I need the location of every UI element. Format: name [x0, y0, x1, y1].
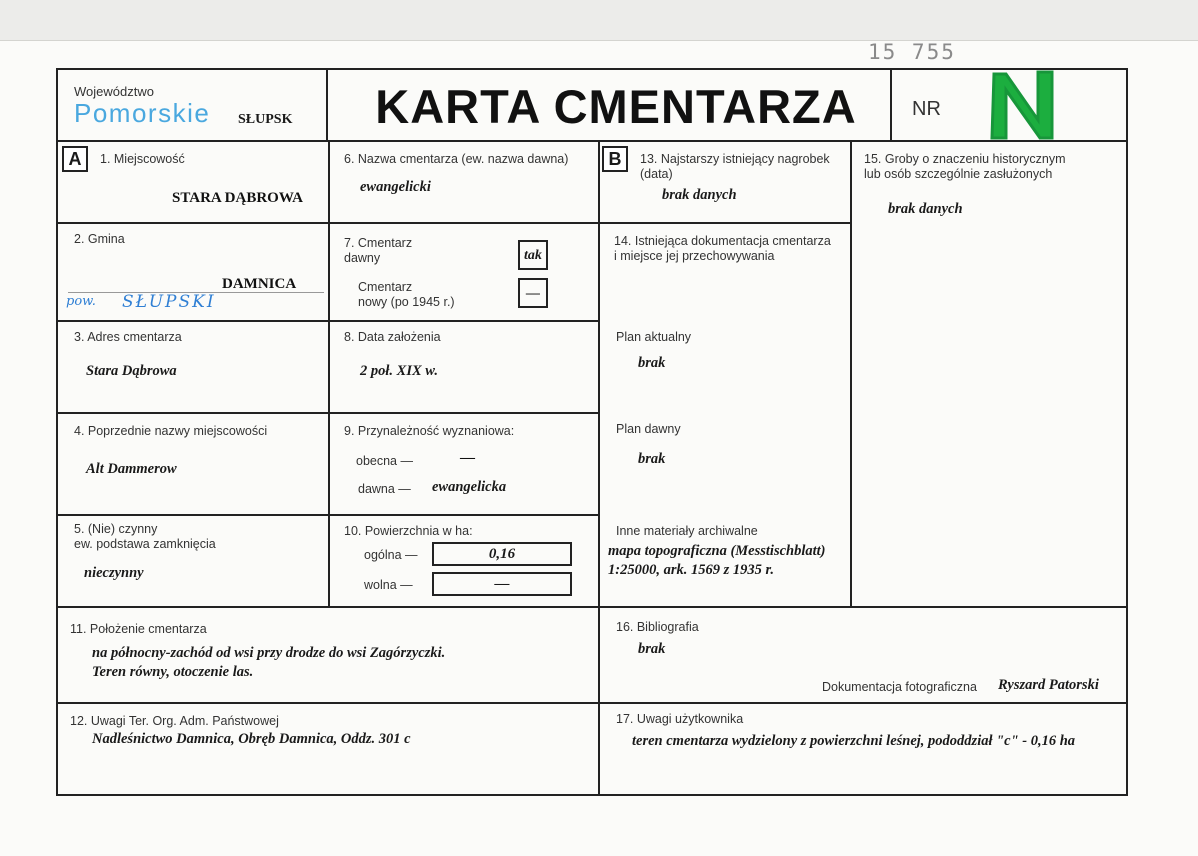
rule-row2 [58, 320, 598, 322]
field-2-label: 2. Gmina [74, 232, 125, 246]
rule-v-title-right [890, 70, 892, 140]
section-b-badge: B [602, 146, 628, 172]
field-9-former-label: dawna — [358, 482, 411, 496]
field-14-plan-old-value: brak [638, 451, 666, 467]
field-5-value: nieczynny [84, 565, 144, 581]
field-2-handwritten: SŁUPSKI [122, 292, 216, 312]
field-14-other-value: mapa topograficzna (Messtischblatt) 1:25000, ark. 1569 z 1935 r. [608, 543, 826, 578]
wojewodztwo-label: Województwo [74, 84, 154, 99]
field-7-new-box [518, 278, 548, 308]
field-9-current-value: — [460, 450, 475, 466]
field-10-free-label: wolna — [364, 578, 413, 592]
field-17-label: 17. Uwagi użytkownika [616, 712, 744, 726]
field-17-value: teren cmentarza wydzielony z powierzchni leśnej, pododdział "c" - 0,16 ha [632, 733, 1076, 749]
field-4-value: Alt Dammerow [86, 461, 177, 477]
field-14-plan-current-label: Plan aktualny [616, 330, 692, 344]
field-7-old-box [518, 240, 548, 270]
field-3-value: Stara Dąbrowa [86, 363, 177, 379]
rule-v-title-left [326, 70, 328, 140]
field-12-label: 12. Uwagi Ter. Org. Adm. Państwowej [70, 714, 279, 728]
rule-row1-b [598, 222, 850, 224]
field-14-label: 14. Istniejąca dokumentacja cmentarza i miejsce jej przechowywania [614, 234, 831, 263]
nr-label: NR [912, 98, 941, 120]
photo-doc-label: Dokumentacja fotograficzna [822, 680, 977, 694]
stamp-number: 15 755 [868, 40, 956, 64]
rule-header [58, 140, 1128, 142]
field-13-label: 13. Najstarszy istniejący nagrobek (data) [640, 152, 830, 181]
field-7-label-new: Cmentarz nowy (po 1945 r.) [358, 280, 455, 309]
field-11-value: na północny-zachód od wsi przy drodze do wsi Zagórzyczki. Teren równy, otoczenie las. [92, 645, 446, 680]
wojewodztwo-value: Pomorskie [74, 98, 211, 128]
field-9-label: 9. Przynależność wyznaniowa: [344, 424, 515, 438]
cemetery-card-form [56, 68, 1128, 796]
field-11-label: 11. Położenie cmentarza [70, 622, 207, 636]
field-12-value: Nadleśnictwo Damnica, Obręb Damnica, Oddz. 301 c [92, 731, 411, 747]
field-4-label: 4. Poprzednie nazwy miejscowości [74, 424, 268, 438]
photo-doc-value: Ryszard Patorski [998, 677, 1099, 693]
rule-row5 [58, 606, 1128, 608]
field-10-total-box [432, 542, 572, 566]
field-1-label: 1. Miejscowość [100, 152, 185, 166]
field-9-former-value: ewangelicka [432, 479, 507, 495]
rule-row4 [58, 514, 598, 516]
field-3-label: 3. Adres cmentarza [74, 330, 182, 344]
field-10-free-box [432, 572, 572, 596]
field-9-current-label: obecna — [356, 454, 413, 468]
field-10-total-label: ogólna — [364, 548, 418, 562]
field-15-label: 15. Groby o znaczeniu historycznym lub osób szczególnie zasłużonych [864, 152, 1066, 181]
field-6-value: ewangelicki [360, 179, 431, 195]
field-16-value: brak [638, 641, 666, 657]
rule-v-col2 [598, 140, 600, 796]
field-8-value: 2 poł. XIX w. [360, 363, 439, 379]
field-10-label: 10. Powierzchnia w ha: [344, 524, 473, 538]
field-15-value: brak danych [888, 201, 963, 217]
rule-row6 [58, 702, 1128, 704]
field-14-plan-old-label: Plan dawny [616, 422, 681, 436]
field-13-value: brak danych [662, 187, 737, 203]
field-8-label: 8. Data założenia [344, 330, 441, 344]
field-7-new-value: — [526, 286, 540, 301]
field-2-value: DAMNICA [222, 276, 297, 292]
field-14-plan-current-value: brak [638, 355, 666, 371]
section-a-badge: A [62, 146, 88, 172]
field-7-old-value: tak [524, 248, 542, 263]
scan-top-strip [0, 0, 1198, 41]
rule-row3 [58, 412, 598, 414]
rule-row1 [58, 222, 598, 224]
powiat-value: SŁUPSK [238, 112, 293, 127]
nr-marker-letter [984, 70, 1060, 140]
field-2-handwritten-prefix: pow. [66, 294, 96, 309]
field-5-label: 5. (Nie) czynny ew. podstawa zamknięcia [74, 522, 216, 551]
field-1-value: STARA DĄBROWA [172, 190, 303, 206]
field-10-total-value: 0,16 [488, 546, 516, 562]
field-10-free-value: — [494, 576, 510, 592]
rule-v-col1 [328, 140, 330, 608]
field-6-label: 6. Nazwa cmentarza (ew. nazwa dawna) [344, 152, 569, 166]
card-title: KARTA CMENTARZA [375, 80, 857, 133]
rule-v-col3 [850, 140, 852, 608]
field-16-label: 16. Bibliografia [616, 620, 699, 634]
field-14-other-label: Inne materiały archiwalne [616, 524, 758, 538]
field-7-label-old: 7. Cmentarz dawny [344, 236, 413, 265]
